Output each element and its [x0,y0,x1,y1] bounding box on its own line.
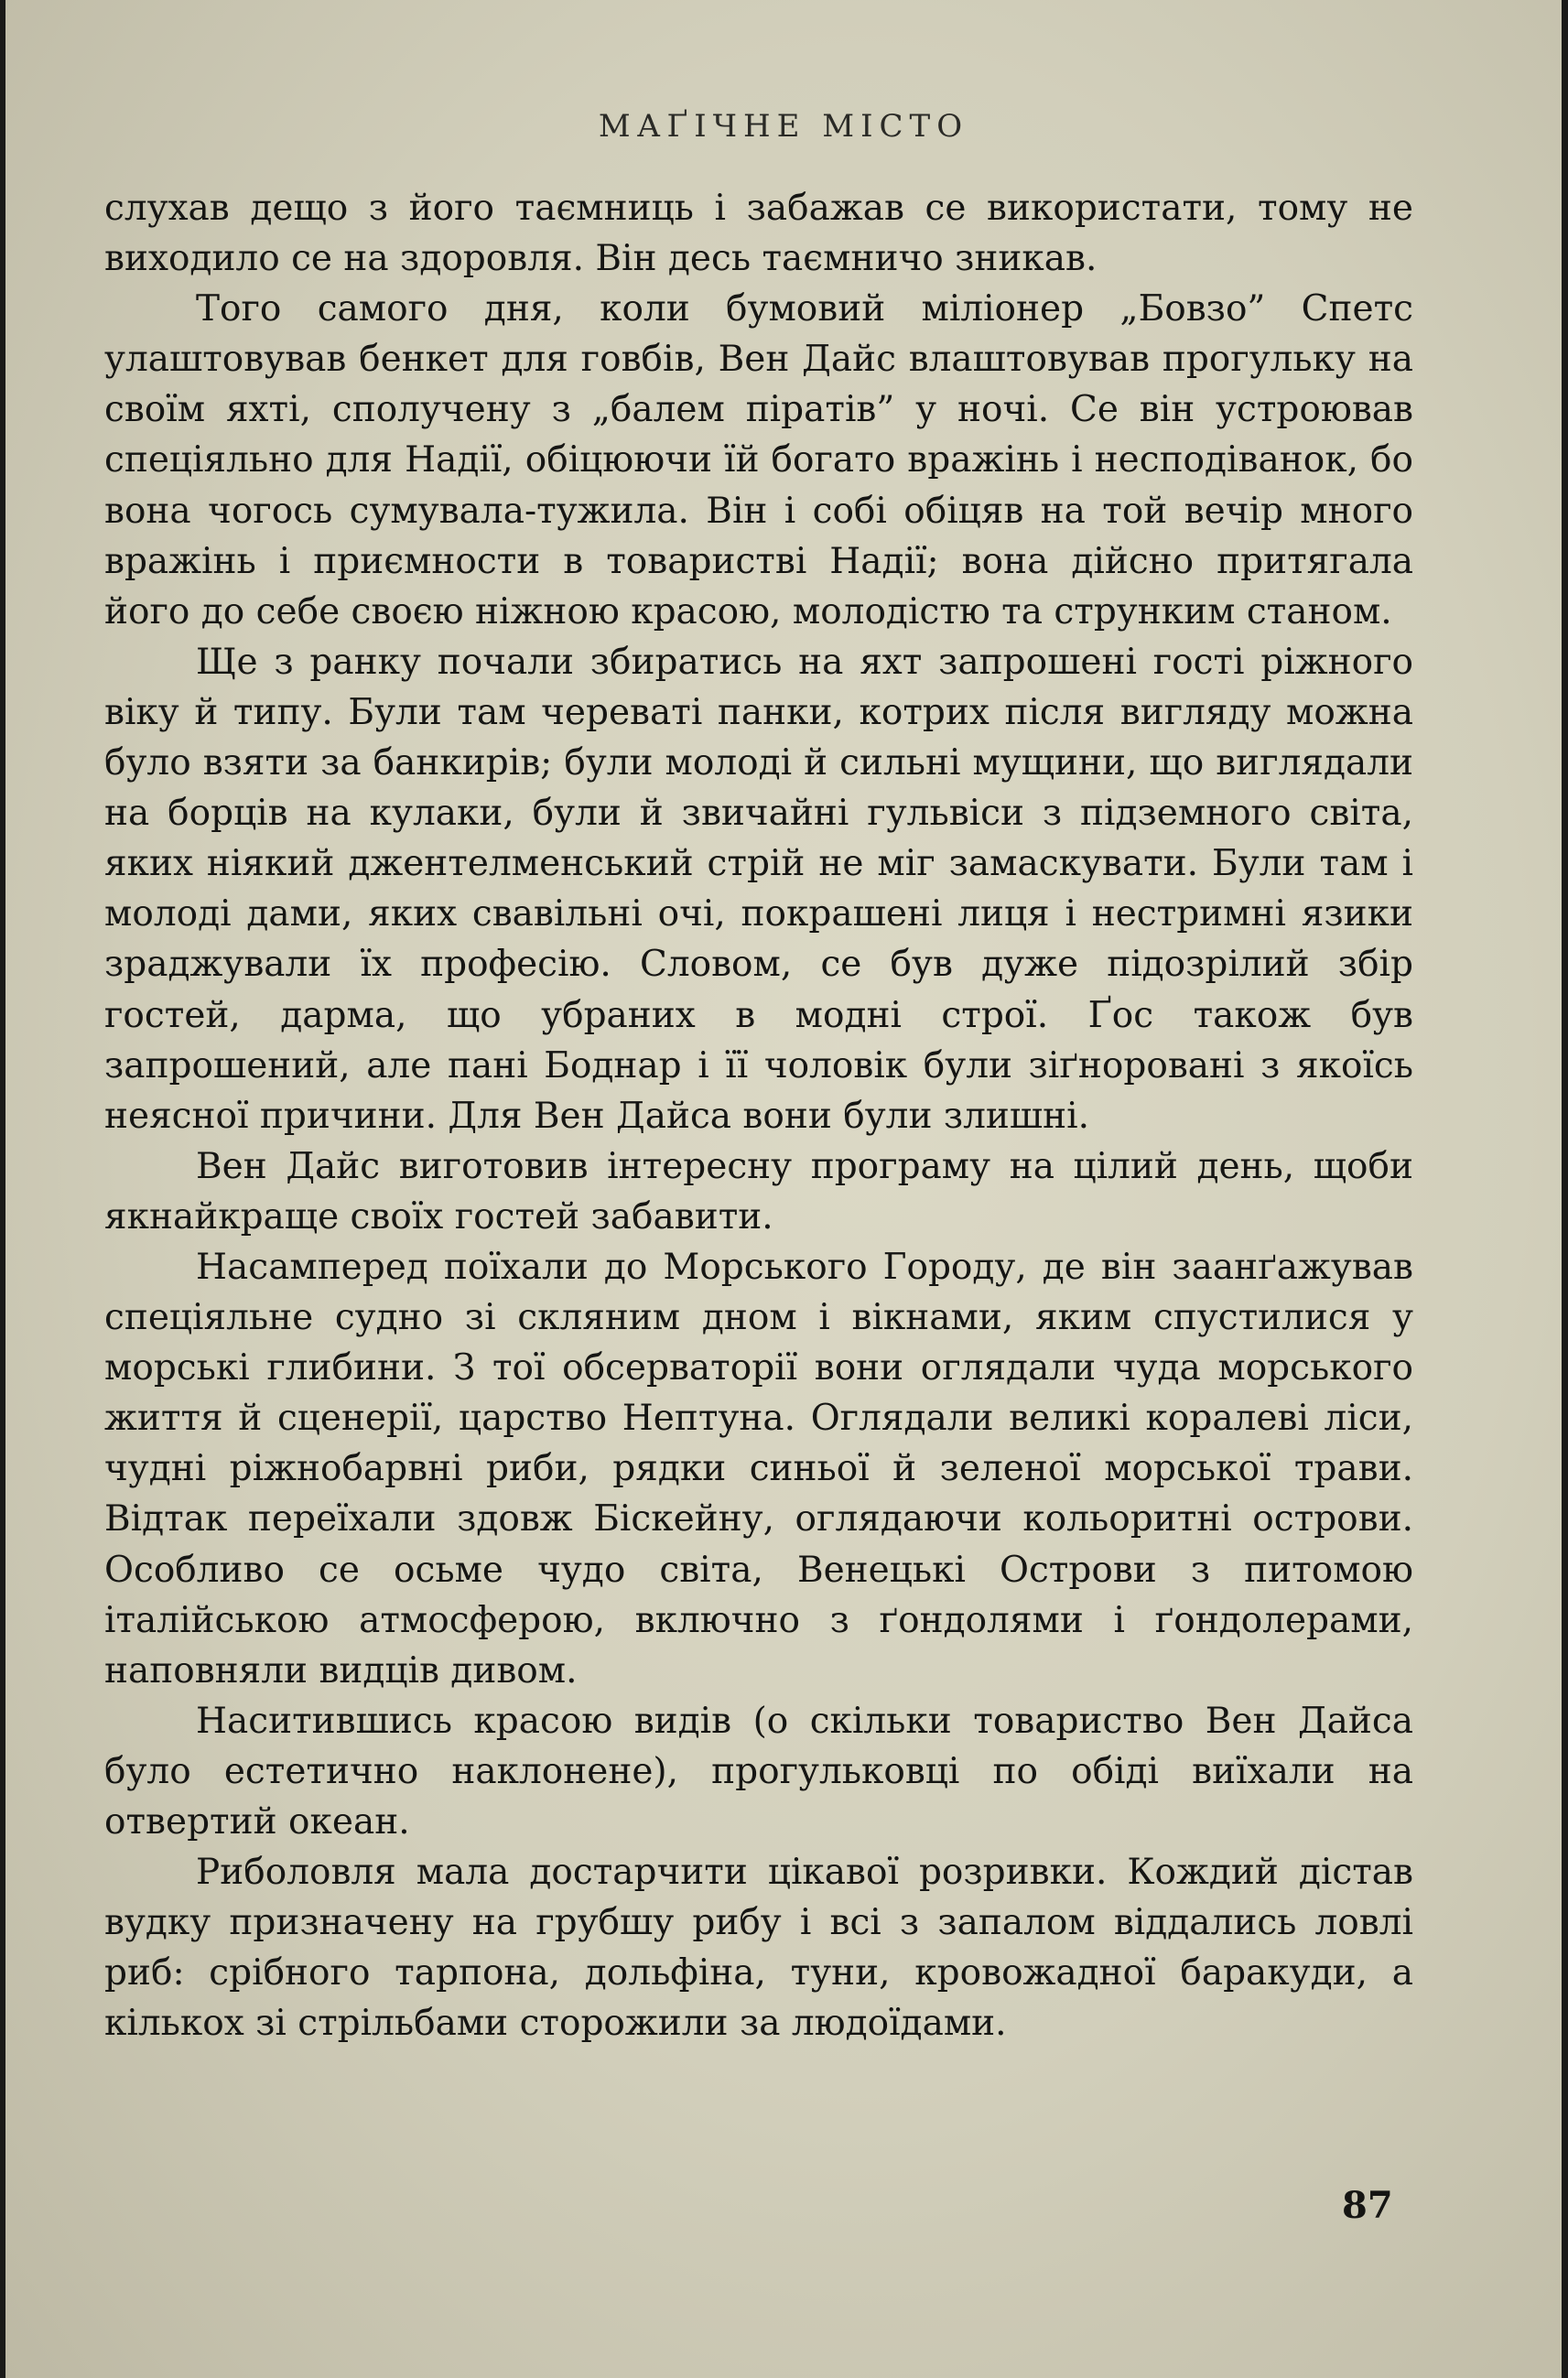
body-text [104,183,1413,2048]
paragraph: Наситившись красою видів (о скільки товариство Вен Дайса було естетично наклонене), прогульковці по обіді виїхали на отвертий океан. [104,1700,1413,1843]
paragraph: Того самого дня, коли бумовий міліонер „Бовзо” Спетс улаштовував бенкет для говбів, Вен Дайс влаштовував прогульку на своїм яхті, сполучену з „балем піратів” у ночі. Се він устроював спеціяльно для Надії, обіцюючи їй богато вражінь і несподіванок, бо вона чогось сумувала-тужила. Він і собі обіцяв на той вечір много вражінь і приємности в товаристві Надії; вона дійсно притягала його до себе своєю ніжною красою, молодістю та струнким станом. [104,288,1413,632]
page-number: 87 [1342,2184,1393,2227]
paragraph: Ще з ранку почали збиратись на яхт запрошені гості ріжного віку й типу. Були там череваті панки, котрих після вигляду можна було взяти за банкирів; були молоді й сильні мущини, що виглядали на борців на кулаки, були й звичайні гульвіси з підземного світа, яких ніякий джентелменський стрій не міг замаскувати. Були там і молоді дами, яких свавільні очі, покрашені лиця і нестримні язики зраджували їх професію. Словом, се був дуже підозрілий збір гостей, дарма, що убраних в модні строї. Ґос також був запрошений, але пані Боднар і її чоловік були зіґноровані з якоїсь неясної причини. Для Вен Дайса вони були злишні. [104,641,1413,1137]
paragraph: Насамперед поїхали до Морського Городу, де він заанґажував спеціяльне судно зі скляним дном і вікнами, яким спустилися у морські глибини. З тої обсерваторії вони оглядали чуда морського життя й сценерії, царство Нептуна. Оглядали великі коралеві ліси, чудні ріжнобарвні риби, рядки синьої й зеленої морської трави. Відтак переїхали здовж Біскейну, оглядаючи кольоритні острови. Особливо се осьме чудо світа, Венецькі Острови з питомою італійською атмосферою, включно з ґондолями і ґондолерами, наповняли видців дивом. [104,1246,1413,1692]
book-page [5,0,1562,2378]
running-title: МАҐІЧНЕ МІСТО [598,108,969,145]
paragraph: Риболовля мала достарчити цікавої розривки. Кождий дістав вудку призначену на грубшу рибу і всі з запалом віддались ловлі риб: срібного тарпона, дольфіна, туни, кровожадної баракуди, а кількох зі стрільбами сторожили за людоїдами. [104,1852,1413,2045]
paragraph: слухав дещо з його таємниць і забажав се використати, тому не виходило се на здоровля. Він десь таємничо зникав. [104,188,1413,280]
paragraph: Вен Дайс виготовив інтересну програму на цілий день, щоби якнайкраще своїх гостей забавити. [104,1145,1413,1238]
